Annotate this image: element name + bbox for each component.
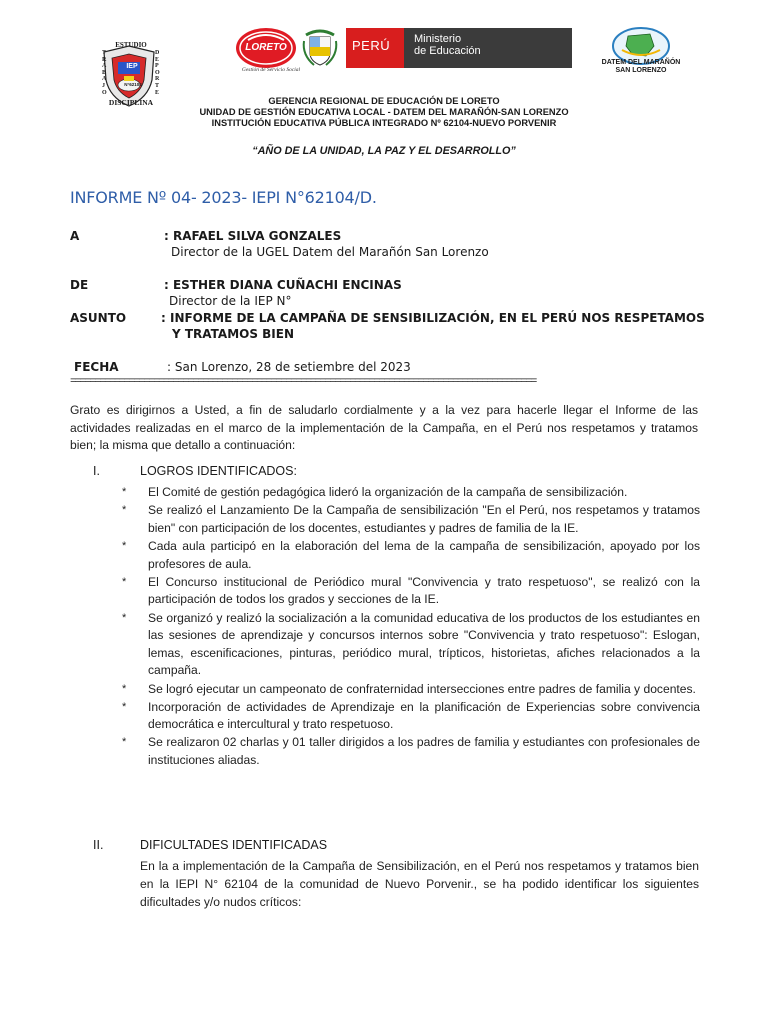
bullet-icon: * (122, 682, 127, 695)
sender-role: Director de la IEP N° (169, 294, 292, 308)
minedu-ministerio-text (414, 33, 481, 57)
subject-line-1: : INFORME DE LA CAMPAÑA DE SENSIBILIZACIÓN, EN EL PERÚ NOS RESPETAMOS (161, 311, 705, 325)
list-item-text: Se realizaron 02 charlas y 01 taller dirigidos a los padres de familia y estudiantes con profesionales de instituciones aliadas. (148, 735, 700, 768)
list-item-text: El Concurso institucional de Periódico mural "Convivencia y trato respetuoso", se realizó con la participación de todos los grados y secciones de la IE. (148, 574, 700, 607)
bullet-icon: * (122, 611, 127, 624)
bullet-icon: * (122, 736, 127, 749)
subject-line-2: Y TRATAMOS BIEN (172, 327, 295, 341)
section-2-title: DIFICULTADES IDENTIFICADAS (140, 838, 328, 852)
achievements-list (122, 484, 700, 770)
minedu-peru-text: PERÚ (352, 38, 391, 53)
year-motto: “AÑO DE LA UNIDAD, LA PAZ Y EL DESARROLLO” (252, 145, 516, 157)
datem-line2: SAN LORENZO (615, 67, 667, 74)
datem-line1: DATEM DEL MARAÑÓN (601, 59, 681, 66)
bullet-icon: * (122, 504, 127, 517)
list-item (122, 610, 700, 680)
list-item-text: Se logró ejecutar un campeonato de confraternidad intersecciones entre padres de familia y docentes. (148, 681, 696, 696)
intro-paragraph: Grato es dirigirnos a Usted, a fin de saludarlo cordialmente y a la vez para hacerle llegar el Informe de las actividades realizadas en el marco de la implementación de la Campaña, en el Perú nos respetamos y tratamos bien; la misma que detallo a continuación: (70, 403, 698, 452)
list-item (122, 484, 700, 502)
list-item (122, 699, 700, 734)
label-de: DE (70, 278, 89, 292)
section-1-title: LOGROS IDENTIFICADOS: (140, 464, 297, 478)
bullet-icon: * (122, 539, 127, 552)
school-crest-label: IEP (126, 63, 138, 70)
peru-coat-of-arms-icon (300, 27, 340, 69)
minedu-line1: Ministerio (414, 33, 462, 45)
label-a: A (70, 229, 80, 243)
list-item-text: Se organizó y realizó la socialización a la comunidad educativa de los productos de los estudiantes en las sesiones de aprendizaje y concursos internos sobre "Convivencia y trato respetuoso": Eslogan, lemas, escenificaciones, pinturas, periódico mural, trípticos, historietas, afiches relacionados a la campaña. (148, 610, 700, 678)
list-item (122, 681, 700, 699)
school-motto-bottom: DISCIPLINA (108, 98, 154, 107)
list-item (122, 502, 700, 537)
section-2-number: II. (93, 838, 104, 852)
label-fecha: FECHA (74, 360, 119, 374)
bullet-icon: * (122, 700, 127, 713)
school-motto-right: DEPORTE (155, 50, 160, 96)
header-line-3: INSTITUCIÓN EDUCATIVA PÚBLICA INTEGRADO Nº 62104-NUEVO PORVENIR (211, 118, 557, 128)
loreto-caption: Gestión de Servicio Social (241, 67, 301, 73)
list-item-text: Se realizó el Lanzamiento De la Campaña de sensibilización "En el Perú, nos respetamos y tratamos bien" con participación de los docentes, estudiantes y padres de familia de la IE. (148, 503, 700, 535)
header-line-1: GERENCIA REGIONAL DE EDUCACIÓN DE LORETO (268, 96, 500, 106)
header-line-2: UNIDAD DE GESTIÓN EDUCATIVA LOCAL - DATEM DEL MARAÑÓN-SAN LORENZO (199, 107, 569, 117)
bullet-icon: * (122, 575, 127, 588)
datem-caption (596, 59, 686, 75)
school-crest-number: N°62104 (124, 82, 142, 87)
label-asunto: ASUNTO (70, 311, 127, 325)
recipient-name: : RAFAEL SILVA GONZALES (164, 229, 342, 243)
date-value: : San Lorenzo, 28 de setiembre del 2023 (167, 360, 411, 374)
list-item-text: Cada aula participó en la elaboración del lema de la campaña de sensibilización, apoyado por los profesores de aula. (148, 538, 700, 571)
list-item (122, 734, 700, 769)
minedu-line2: de Educación (414, 45, 481, 57)
section-2-paragraph: En la a implementación de la Campaña de Sensibilización, en el Perú nos respetamos y tratamos bien en la IEPI N° 62104 de la comunidad de Nuevo Porvenir., se ha podido identificar los siguientes dificultades y/o nudos críticos: (140, 859, 699, 909)
school-motto-left: TRABAJO (102, 50, 107, 96)
list-item-text: Incorporación de actividades de Aprendizaje en la planificación de Experiencias sobre convivencia democrática e intercultural y trato respetuoso. (148, 699, 700, 732)
list-item (122, 538, 700, 573)
sender-name: : ESTHER DIANA CUÑACHI ENCINAS (164, 278, 402, 292)
loreto-wordmark: LORETO (245, 42, 287, 53)
section-1-number: I. (93, 464, 100, 478)
list-item-text: El Comité de gestión pedagógica lideró la organización de la campaña de sensibilización. (148, 485, 628, 499)
school-motto-top: ESTUDIO (115, 41, 147, 49)
separator-line: =============================================================================================== (70, 376, 536, 388)
bullet-icon: * (122, 486, 127, 498)
informe-title: INFORME Nº 04- 2023- IEPI N°62104/D. (70, 188, 377, 207)
recipient-role: Director de la UGEL Datem del Marañón San Lorenzo (171, 245, 489, 259)
list-item (122, 574, 700, 609)
